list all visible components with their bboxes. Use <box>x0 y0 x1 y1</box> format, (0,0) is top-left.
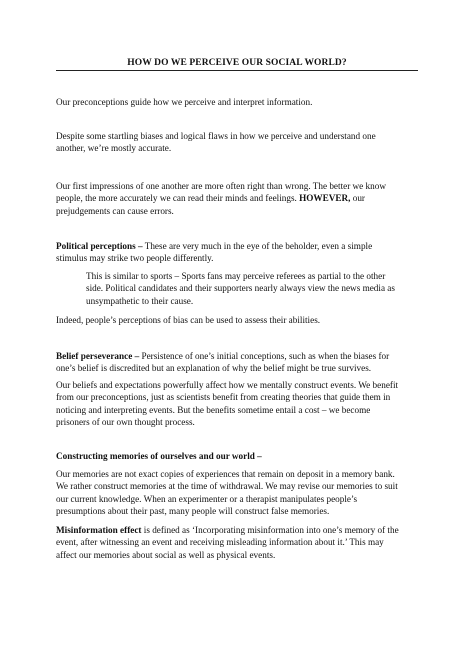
paragraph-political-perceptions <box>56 240 418 265</box>
paragraph-bias-abilities <box>56 314 418 326</box>
text-run: These are very much in the eye of the beholder, even a simple <box>142 241 373 251</box>
text-run: people, the more accurately we can read their minds and feelings. <box>56 193 300 204</box>
text-line <box>56 350 418 362</box>
paragraph-sports-example <box>86 270 418 307</box>
text-run: is defined as ‘Incorporating misinformation into one’s memory of the <box>141 525 399 535</box>
text-line: Our beliefs and expectations powerfully affect how we mentally construct events. We benefit <box>56 380 399 390</box>
text-line <box>56 524 418 536</box>
paragraph-memories <box>56 468 418 518</box>
text-line: Our preconceptions guide how we perceive and interpret information. <box>56 97 313 107</box>
section-heading-political-perceptions: Political perceptions – <box>56 241 143 251</box>
page-title: HOW DO WE PERCEIVE OUR SOCIAL WORLD? <box>127 58 347 68</box>
section-heading-misinformation-effect: Misinformation effect <box>56 525 142 535</box>
text-line: Our first impressions of one another are more often right than wrong. The better we know <box>56 181 386 191</box>
text-line: side. Political candidates and their supporters nearly always view the news media as <box>86 283 395 294</box>
text-line: another, we’re mostly accurate. <box>56 143 172 154</box>
text-line: We rather construct memories at the time of withdrawal. We may revise our memories to suit <box>56 481 398 492</box>
text-line: affect our memories about social as well as physical events. <box>56 549 276 560</box>
paragraph-accuracy <box>56 130 418 155</box>
text-line: This is similar to sports – Sports fans may perceive referees as partial to the other <box>86 271 386 281</box>
text-run: Persistence of one’s initial conceptions, such as when the biases for <box>139 351 390 361</box>
text-line: noticing and interpreting events. But the benefits sometime entail a cost – we become <box>56 404 371 415</box>
paragraph-preconceptions <box>56 96 418 108</box>
text-line <box>56 240 418 252</box>
paragraph-first-impressions <box>56 180 418 217</box>
text-line: Our memories are not exact copies of experiences that remain on deposit in a memory bank. <box>56 469 395 479</box>
paragraph-constructing-memories-heading <box>56 450 418 462</box>
text-line <box>56 192 418 204</box>
emphasis-however: HOWEVER, <box>299 193 351 204</box>
text-run: our <box>350 193 365 204</box>
section-heading-belief-perseverance: Belief perseverance – <box>56 351 140 361</box>
paragraph-misinformation-effect <box>56 524 418 561</box>
paragraph-belief-perseverance <box>56 350 418 375</box>
text-line: from our preconceptions, just as scientists benefit from creating theories that guide them in <box>56 392 391 403</box>
text-line: unsympathetic to their cause. <box>86 295 194 306</box>
text-line: one’s belief is discredited but an explanation of why the belief might be true survives. <box>56 363 372 374</box>
text-line: stimulus may strike two people differently. <box>56 253 214 264</box>
paragraph-beliefs-expectations <box>56 379 418 429</box>
text-line: our current knowledge. When an experimenter or a therapist manipulates people’s <box>56 493 358 504</box>
text-line: prejudgements can cause errors. <box>56 205 174 216</box>
section-heading-constructing-memories: Constructing memories of ourselves and our world – <box>56 451 262 461</box>
text-line: presumptions about their past, many people will construct false memories. <box>56 506 330 517</box>
text-line: Despite some startling biases and logical flaws in how we perceive and understand one <box>56 131 376 141</box>
text-line: Indeed, people’s perceptions of bias can be used to assess their abilities. <box>56 315 321 325</box>
title-underline <box>56 70 418 71</box>
text-line: event, after witnessing an event and receiving misleading information about it.’ This may <box>56 537 384 548</box>
text-line: prisoners of our own thought process. <box>56 417 195 428</box>
